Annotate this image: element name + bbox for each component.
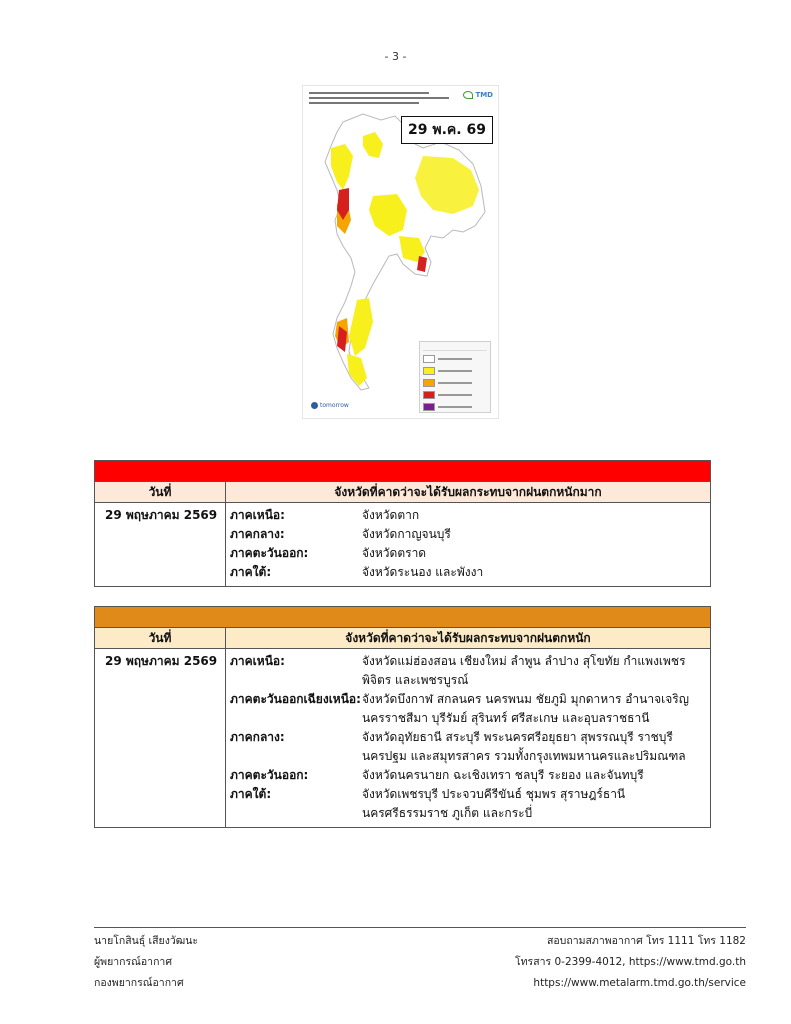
- legend-item: [423, 401, 487, 413]
- forecast-date: 29 พฤษภาคม 2569: [95, 649, 226, 828]
- region-label: ภาคตะวันออก:: [230, 768, 309, 782]
- region-label: ภาคใต้:: [230, 565, 272, 579]
- table-header: [95, 482, 711, 503]
- footer-forecaster: [94, 931, 198, 994]
- legend-item: [423, 353, 487, 365]
- region-label: ภาคเหนือ:: [230, 508, 285, 522]
- legend-label-placeholder: [438, 394, 472, 396]
- legend-label-placeholder: [438, 370, 472, 372]
- table-header: [95, 628, 711, 649]
- region-provinces: จังหวัดเพชรบุรี ประจวบคีรีขันธ์ ชุมพร สุราษฎร์ธานี นครศรีธรรมราช ภูเก็ต และกระบี่: [362, 787, 626, 820]
- table-row: [95, 503, 711, 587]
- region-label: ภาคตะวันออก:: [230, 546, 309, 560]
- region-label: ภาคตะวันออกเฉียงเหนือ:: [230, 692, 361, 706]
- column-header-provinces: จังหวัดที่คาดว่าจะได้รับผลกระทบจากฝนตกหนัก: [226, 628, 711, 649]
- region-label: ภาคกลาง:: [230, 730, 285, 744]
- region-label: ภาคเหนือ:: [230, 654, 285, 668]
- tmd-logo-text: TMD: [475, 91, 493, 99]
- tomorrow-logo-icon: [311, 402, 318, 409]
- legend-item: [423, 389, 487, 401]
- region-provinces: จังหวัดบึงกาฬ สกลนคร นครพนม ชัยภูมิ มุกดาหาร อำนาจเจริญ นครราชสีมา บุรีรัมย์ สุรินทร์ ศรีสะเกษ และอุบลราชธานี: [362, 692, 689, 725]
- regions-cell: [226, 503, 711, 587]
- severity-band: [95, 607, 711, 628]
- forecaster-division: กองพยากรณ์อากาศ: [94, 977, 184, 989]
- footer-divider: [94, 927, 746, 928]
- tomorrow-brand-text: tomorrow: [320, 402, 349, 409]
- severity-band-orange: [95, 607, 711, 628]
- legend-label-placeholder: [438, 382, 472, 384]
- legend-label-placeholder: [438, 358, 472, 360]
- region-provinces: จังหวัดนครนายก ฉะเชิงเทรา ชลบุรี ระยอง และจันทบุรี: [362, 768, 644, 782]
- footer-contact: [515, 931, 746, 994]
- severity-band-red: [95, 461, 711, 482]
- severity-band: [95, 461, 711, 482]
- rainfall-forecast-map: [303, 86, 498, 418]
- page-number: - 3 -: [384, 50, 407, 63]
- legend-swatch: [423, 391, 435, 399]
- region-provinces: จังหวัดแม่ฮ่องสอน เชียงใหม่ ลำพูน ลำปาง สุโขทัย กำแพงเพชร พิจิตร และเพชรบูรณ์: [362, 654, 686, 687]
- regions-cell: [226, 649, 711, 828]
- forecaster-name: นายโกสินธุ์ เสียงวัฒนะ: [94, 935, 199, 947]
- map-date-label: 29 พ.ค. 69: [401, 116, 493, 144]
- legend-swatch: [423, 367, 435, 375]
- legend-title: [423, 344, 487, 351]
- legend-label-placeholder: [438, 406, 472, 408]
- very-heavy-rain-table: [94, 460, 711, 587]
- region-provinces: จังหวัดตราด: [362, 546, 427, 560]
- map-legend: [419, 341, 491, 413]
- tomorrow-brand: [311, 402, 349, 409]
- column-header-provinces: จังหวัดที่คาดว่าจะได้รับผลกระทบจากฝนตกหนักมาก: [226, 482, 711, 503]
- column-header-date: วันที่: [95, 628, 226, 649]
- legend-item: [423, 377, 487, 389]
- forecast-date: 29 พฤษภาคม 2569: [95, 503, 226, 587]
- region-list: [230, 506, 706, 582]
- region-label: ภาคใต้:: [230, 787, 272, 801]
- legend-swatch: [423, 355, 435, 363]
- legend-swatch: [423, 379, 435, 387]
- forecaster-title: ผู้พยากรณ์อากาศ: [94, 956, 172, 968]
- region-list: [230, 652, 706, 823]
- region-provinces: จังหวัดระนอง และพังงา: [362, 565, 484, 579]
- table-row: [95, 649, 711, 828]
- heavy-rain-table: [94, 606, 711, 828]
- column-header-date: วันที่: [95, 482, 226, 503]
- contact-phone: สอบถามสภาพอากาศ โทร 1111 โทร 1182: [546, 935, 746, 947]
- region-provinces: จังหวัดกาญจนบุรี: [362, 527, 451, 541]
- contact-service-link[interactable]: https://www.metalarm.tmd.go.th/service: [533, 977, 746, 989]
- legend-item: [423, 365, 487, 377]
- legend-swatch: [423, 403, 435, 411]
- region-provinces: จังหวัดอุทัยธานี สระบุรี พระนครศรีอยุธยา สุพรรณบุรี ราชบุรี นครปฐม และสมุทรสาคร รวมทั้งกรุงเทพมหานครและปริมณฑล: [362, 730, 686, 763]
- region-label: ภาคกลาง:: [230, 527, 285, 541]
- region-provinces: จังหวัดตาก: [362, 508, 420, 522]
- contact-fax-website[interactable]: โทรสาร 0-2399-4012, https://www.tmd.go.th: [515, 956, 746, 968]
